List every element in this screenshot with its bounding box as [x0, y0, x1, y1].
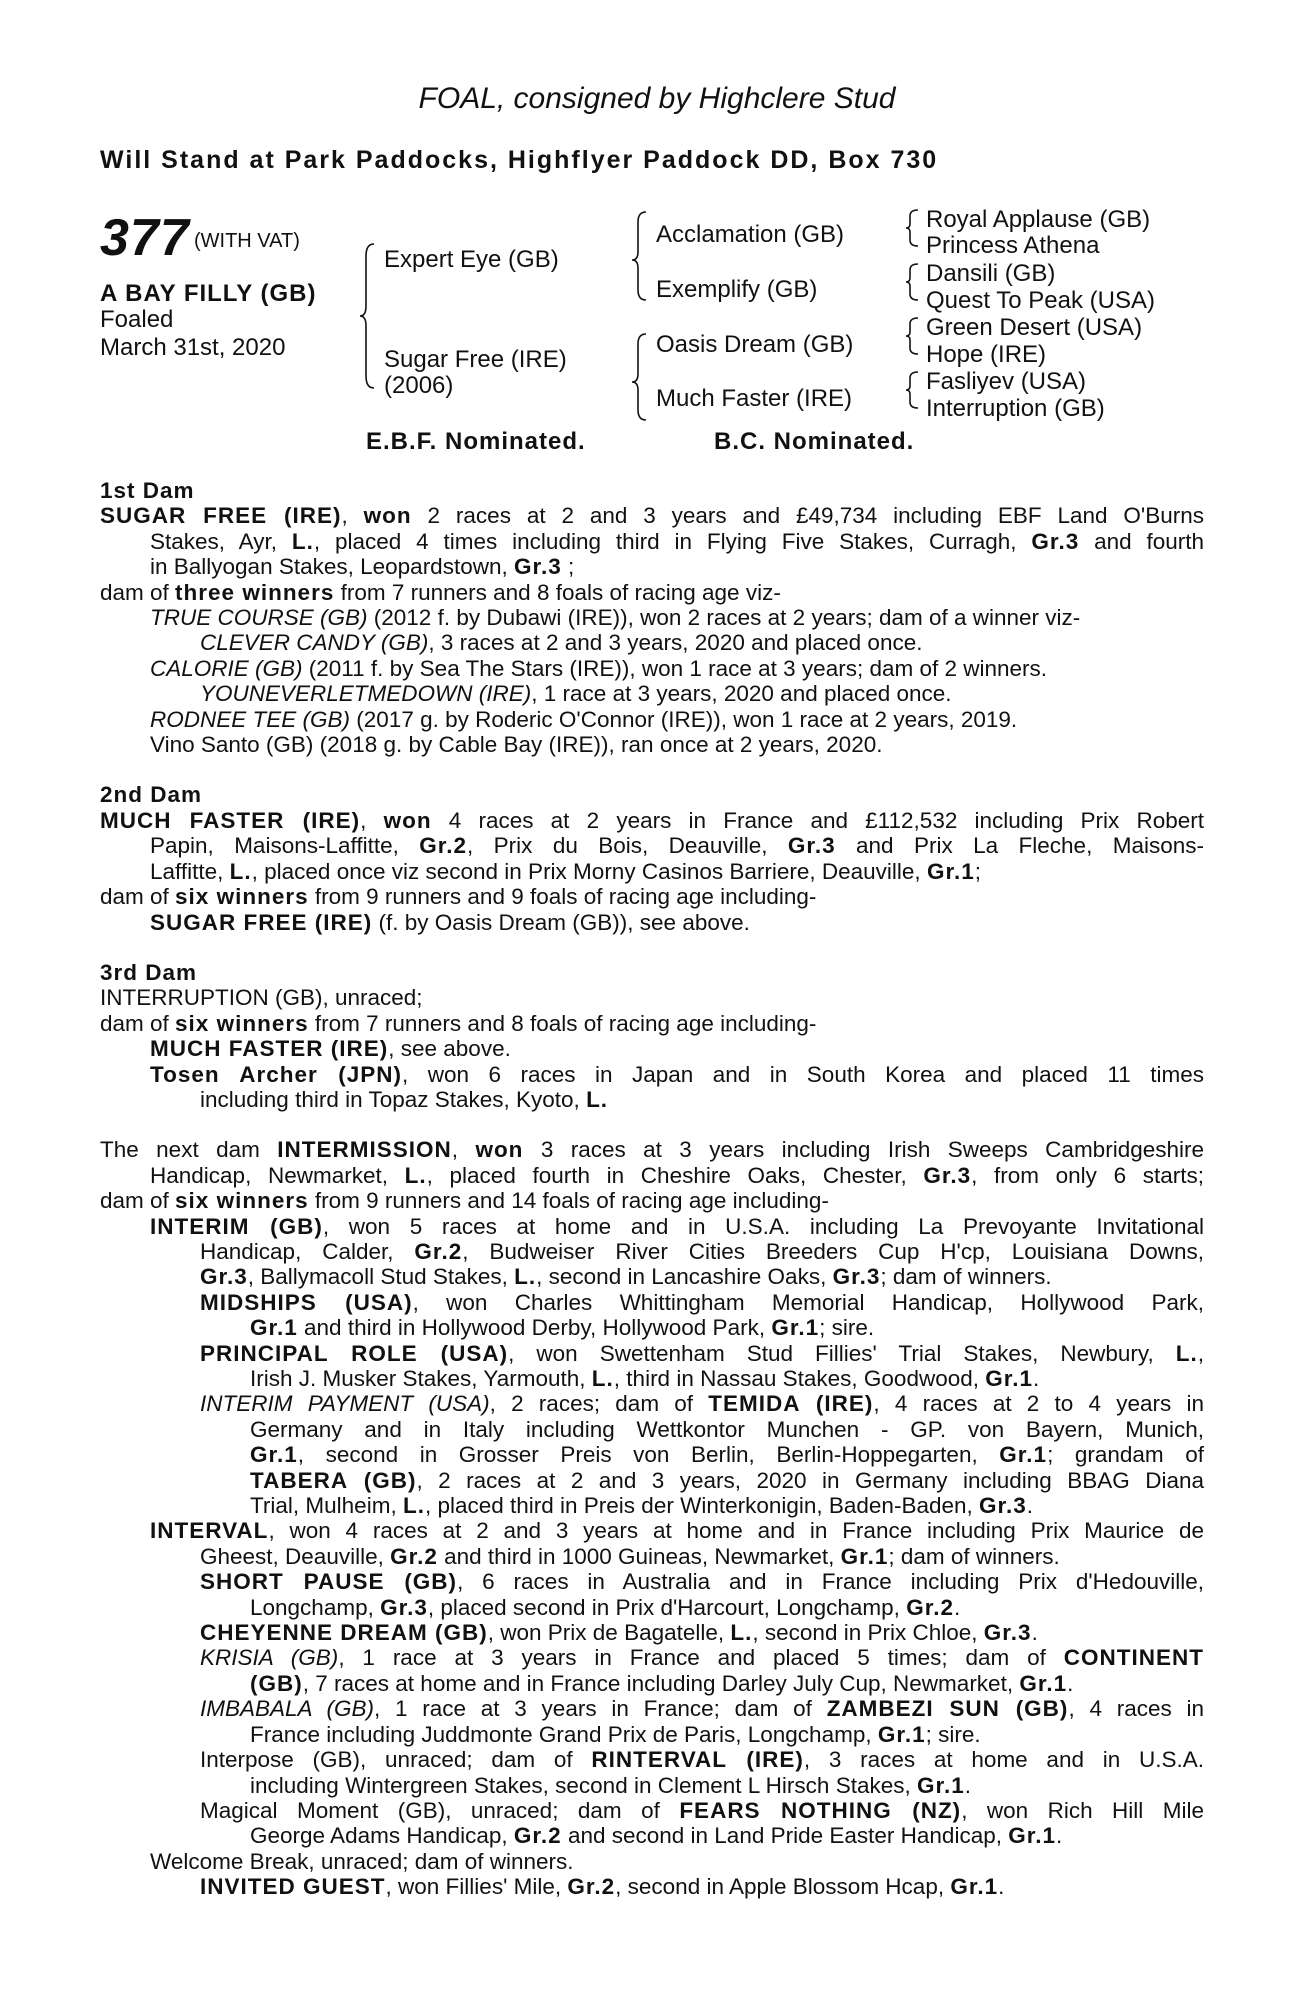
bold-text: INTERMISSION [277, 1137, 452, 1163]
text-run: , 3 races at 2 and 3 years, 2020 and placed once. [428, 630, 923, 656]
text-run: Laffitte, [150, 858, 230, 884]
text-run: , 1 race at 3 years in France and placed 5 times; dam of [338, 1645, 1064, 1671]
pedigree-ssd: Princess Athena [926, 232, 1100, 259]
text-run: Handicap, Calder, [200, 1238, 415, 1264]
next-dam-line [250, 1468, 1204, 1493]
text-run: , placed once viz second in Prix Morny Casinos Barriere, Deauville, [251, 858, 927, 884]
bold-text: Gr.2 [906, 1594, 954, 1620]
pedigree-dsd: Hope (IRE) [926, 341, 1047, 368]
text-run: INTERRUPTION (GB), unraced; [100, 985, 423, 1011]
bold-text: Gr.1 [250, 1442, 298, 1468]
first-dam-line [150, 656, 1204, 681]
second-dam-line [150, 859, 1204, 884]
text-run: , [1197, 1340, 1204, 1366]
text-run: (2017 g. by Roderic O'Connor (IRE)), won 1 race at 2 years, 2019. [350, 706, 1018, 732]
text-run: dam of [100, 884, 176, 910]
bold-text: Gr.1 [1008, 1823, 1057, 1849]
bold-text: Gr.3 [200, 1264, 248, 1290]
text-run: Germany and in Italy including Wettkontor Munchen - GP. von Bayern, Munich, [250, 1416, 1204, 1442]
third-dam-line [200, 1087, 1204, 1112]
foaled-date: March 31st, 2020 [100, 334, 286, 361]
next-dam-line [250, 1493, 1204, 1518]
bold-text: MUCH FASTER (IRE) [150, 1036, 389, 1062]
next-dam-line [250, 1366, 1204, 1391]
next-dam-line [200, 1645, 1204, 1670]
text-run: . [964, 1772, 972, 1798]
text-run: ; dam of winners. [880, 1264, 1052, 1290]
text-run: , [360, 807, 384, 833]
next-dam-line [150, 1163, 1204, 1188]
lot-title: A BAY FILLY (GB) [100, 280, 317, 307]
next-dam-line [200, 1874, 1204, 1899]
vat-note: (WITH VAT) [194, 230, 300, 252]
next-dam-line [100, 1137, 1204, 1162]
bold-text: INTERVAL [150, 1518, 269, 1544]
text-run: Longchamp, [250, 1594, 381, 1620]
bold-text: Gr.1 [950, 1874, 999, 1900]
text-run: , 2 races at 2 and 3 years, 2020 in Germany including BBAG Diana [416, 1467, 1204, 1493]
text-run: , placed second in Prix d'Harcourt, Longchamp, [427, 1594, 907, 1620]
pedigree-dam: Sugar Free (IRE) [384, 346, 567, 373]
first-dam-heading: 1st Dam [100, 478, 195, 503]
text-run: ; [561, 554, 575, 580]
bold-text: PRINCIPAL ROLE (USA) [200, 1340, 509, 1366]
text-run: (f. by Oasis Dream (GB)), see above. [372, 909, 750, 935]
bold-text: INVITED GUEST [200, 1874, 386, 1900]
catalogue-body [100, 478, 1204, 1900]
bold-text: Gr.3 [923, 1162, 972, 1188]
bold-text: Gr.2 [419, 833, 468, 859]
first-dam-line [200, 681, 1204, 706]
text-run: Welcome Break, unraced; dam of winners. [150, 1848, 574, 1874]
text-run: ; dam of winners. [888, 1543, 1060, 1569]
text-run: 3 races at 3 years including Irish Sweeps Cambridgeshire [523, 1137, 1205, 1163]
next-dam-line [200, 1569, 1204, 1594]
next-dam-line [250, 1823, 1204, 1848]
text-run: ; grandam of [1047, 1442, 1204, 1468]
italic-text: INTERIM PAYMENT (USA) [200, 1391, 490, 1417]
bold-text: CHEYENNE DREAM (GB) [200, 1620, 488, 1646]
bc-nomination: B.C. Nominated. [714, 428, 915, 455]
bold-text: Gr.2 [567, 1874, 616, 1900]
third-dam-line [100, 985, 1204, 1010]
bold-text: three winners [175, 579, 335, 605]
italic-text: RODNEE TEE (GB) [150, 706, 351, 732]
text-run: . [953, 1594, 961, 1620]
text-run: from 7 runners and 8 foals of racing age viz- [334, 579, 781, 605]
pedigree-sire-sire: Acclamation (GB) [656, 221, 845, 248]
text-run: dam of [100, 579, 176, 605]
second-dam-line [150, 833, 1204, 858]
bold-text: Gr.3 [380, 1594, 428, 1620]
text-run: including Wintergreen Stakes, second in Clement L Hirsch Stakes, [250, 1772, 917, 1798]
text-run: and Prix La Fleche, Maisons- [835, 833, 1204, 859]
bold-text: Gr.1 [840, 1543, 889, 1569]
bold-text: Gr.3 [1031, 528, 1080, 554]
next-dam-line [250, 1315, 1204, 1340]
bold-text: Gr.3 [979, 1493, 1027, 1519]
text-run: , [451, 1137, 476, 1163]
bold-text: L. [586, 1086, 609, 1112]
consignment-line: FOAL, consigned by Highclere Stud [418, 82, 896, 115]
bold-text: L. [291, 528, 314, 554]
text-run: , second in Prix Chloe, [752, 1620, 984, 1646]
text-run: The next dam [100, 1137, 278, 1163]
bold-text: won [363, 503, 412, 529]
text-run: dam of [100, 1010, 176, 1036]
second-dam-line [100, 884, 1204, 909]
pedigree-sds: Dansili (GB) [926, 260, 1056, 287]
bold-text: Gr.2 [513, 1823, 562, 1849]
pedigree-sire: Expert Eye (GB) [384, 246, 559, 273]
first-dam-line [100, 503, 1204, 528]
next-dam-line [200, 1747, 1204, 1772]
text-run: , from only 6 starts; [971, 1162, 1204, 1188]
third-dam-line [100, 1011, 1204, 1036]
second-dam-line [100, 808, 1204, 833]
text-run: , 1 race at 3 years in France; dam of [373, 1696, 827, 1722]
text-run: , [341, 503, 364, 529]
bold-text: MUCH FASTER (IRE) [100, 807, 361, 833]
text-run: 4 races at 2 years in France and £112,532 including Prix Robert [431, 807, 1204, 833]
stand-location: Will Stand at Park Paddocks, Highflyer Paddock DD, Box 730 [100, 146, 939, 174]
text-run: Magical Moment (GB), unraced; dam of [200, 1797, 680, 1823]
text-run: from 9 runners and 9 foals of racing age including- [308, 884, 817, 910]
text-run: , Budweiser River Cities Breeders Cup H'cp, Louisiana Downs, [462, 1238, 1205, 1264]
next-dam-line [150, 1518, 1204, 1543]
bold-text: L. [404, 1162, 427, 1188]
bold-text: Tosen Archer (JPN) [150, 1061, 403, 1087]
bold-text: Gr.1 [877, 1721, 926, 1747]
text-run: and third in Hollywood Derby, Hollywood Park, [297, 1315, 772, 1341]
text-run: . [1031, 1620, 1038, 1646]
text-run: ; sire. [925, 1721, 981, 1747]
bold-text: Gr.3 [787, 833, 836, 859]
next-dam-line [200, 1264, 1204, 1289]
text-run: and second in Land Pride Easter Handicap, [561, 1823, 1009, 1849]
text-run: , won Charles Whittingham Memorial Handicap, Hollywood Park, [412, 1289, 1204, 1315]
first-dam-line [100, 580, 1204, 605]
text-run: , 2 races; dam of [489, 1391, 709, 1417]
text-run: in Ballyogan Stakes, Leopardstown, [150, 554, 514, 580]
pedigree-sss: Royal Applause (GB) [926, 206, 1151, 233]
text-run: , won Fillies' Mile, [385, 1874, 568, 1900]
bold-text: Gr.1 [250, 1315, 298, 1341]
bold-text: Gr.1 [1019, 1670, 1068, 1696]
bold-text: Gr.2 [390, 1543, 438, 1569]
pedigree-dam-sire: Oasis Dream (GB) [656, 331, 854, 358]
next-dam-line [200, 1620, 1204, 1645]
text-run: , 3 races at home and in U.S.A. [803, 1747, 1204, 1773]
pedigree-ddd: Interruption (GB) [926, 395, 1105, 422]
next-dam-line [200, 1696, 1204, 1721]
next-dam-line [250, 1417, 1204, 1442]
text-run: , 1 race at 3 years, 2020 and placed once. [531, 681, 952, 707]
pedigree-dss: Green Desert (USA) [926, 314, 1143, 341]
first-dam-line [150, 605, 1204, 630]
text-run: . [1056, 1823, 1063, 1849]
text-run: , won Rich Hill Mile [961, 1797, 1204, 1823]
bold-text: Gr.1 [985, 1366, 1034, 1391]
third-dam-heading: 3rd Dam [100, 959, 198, 985]
text-run: Trial, Mulheim, [250, 1493, 403, 1519]
text-run: Papin, Maisons-Laffitte, [150, 833, 420, 859]
text-run: Interpose (GB), unraced; dam of [200, 1747, 592, 1773]
text-run: George Adams Handicap, [250, 1823, 514, 1849]
next-dam-line [200, 1391, 1204, 1416]
bold-text: SHORT PAUSE (GB) [200, 1569, 458, 1595]
bold-text: Gr.2 [414, 1238, 463, 1264]
text-run: , 4 races in [1068, 1696, 1204, 1722]
bold-text: six winners [175, 1010, 309, 1036]
text-run: , 7 races at home and in France including Darley July Cup, Newmarket, [302, 1670, 1020, 1696]
text-run: Irish J. Musker Stakes, Yarmouth, [250, 1366, 592, 1391]
text-run: . [998, 1874, 1005, 1900]
ebf-nomination: E.B.F. Nominated. [366, 428, 586, 455]
bold-text: SUGAR FREE (IRE) [100, 503, 342, 529]
next-dam-line [100, 1188, 1204, 1213]
next-dam-line [250, 1722, 1204, 1747]
text-run: , placed fourth in Cheshire Oaks, Chester, [426, 1162, 924, 1188]
text-run: Vino Santo (GB) (2018 g. by Cable Bay (IRE)), ran once at 2 years, 2020. [150, 732, 883, 758]
text-run: , won Swettenham Stud Fillies' Trial Stakes, Newbury, [508, 1340, 1176, 1366]
first-dam-line [150, 529, 1204, 554]
second-dam-line [150, 910, 1204, 935]
lot-number: 377 [100, 209, 190, 267]
text-run: , 4 races at 2 to 4 years in [873, 1391, 1204, 1417]
text-run: , won 6 races in Japan and in South Korea and placed 11 times [402, 1061, 1204, 1087]
second-dam-heading: 2nd Dam [100, 782, 203, 808]
pedigree-sire-dam: Exemplify (GB) [656, 276, 818, 303]
text-run: , Ballymacoll Stud Stakes, [247, 1264, 515, 1290]
text-run: from 9 runners and 14 foals of racing age including- [308, 1188, 829, 1214]
text-run: including third in Topaz Stakes, Kyoto, [200, 1086, 587, 1112]
bold-text: Gr.3 [832, 1264, 881, 1290]
bold-text: won [383, 807, 432, 833]
text-run: , second in Grosser Preis von Berlin, Berlin-Hoppegarten, [297, 1442, 1000, 1468]
bold-text: L. [229, 858, 252, 884]
next-dam-line [150, 1849, 1204, 1874]
bold-text: L. [730, 1620, 753, 1646]
italic-text: CALORIE (GB) [150, 655, 303, 681]
text-run: ; [974, 858, 981, 884]
next-dam-line [150, 1214, 1204, 1239]
bold-text: Gr.3 [513, 554, 562, 580]
first-dam-line [150, 732, 1204, 757]
italic-text: IMBABALA (GB) [200, 1696, 374, 1722]
foaled-label: Foaled [100, 306, 174, 333]
pedigree-dds: Fasliyev (USA) [926, 368, 1087, 395]
bold-text: L. [402, 1493, 425, 1519]
first-dam-line [150, 707, 1204, 732]
bold-text: TABERA (GB) [250, 1467, 417, 1493]
text-run: . [1026, 1493, 1034, 1519]
next-dam-line [200, 1544, 1204, 1569]
pedigree-sdd: Quest To Peak (USA) [926, 287, 1155, 314]
bold-text: SUGAR FREE (IRE) [150, 909, 373, 935]
bold-text: L. [1175, 1340, 1198, 1366]
pedigree-dam-year: (2006) [384, 372, 454, 399]
next-dam-line [200, 1341, 1204, 1366]
text-run: Handicap, Newmarket, [150, 1162, 405, 1188]
italic-text: YOUNEVERLETMEDOWN (IRE) [200, 681, 532, 707]
text-run: , placed third in Preis der Winterkonigin, Baden-Baden, [424, 1493, 980, 1519]
bold-text: RINTERVAL (IRE) [591, 1747, 804, 1773]
text-run: France including Juddmonte Grand Prix de Paris, Longchamp, [250, 1721, 878, 1747]
text-run: from 7 runners and 8 foals of racing age including- [308, 1010, 817, 1036]
italic-text: CLEVER CANDY (GB) [200, 630, 429, 656]
text-run: (2011 f. by Sea The Stars (IRE)), won 1 race at 3 years; dam of 2 winners. [302, 655, 1048, 681]
text-run: , third in Nassau Stakes, Goodwood, [613, 1366, 986, 1391]
text-run: , placed 4 times including third in Flying Five Stakes, Curragh, [313, 528, 1032, 554]
italic-text: TRUE COURSE (GB) [150, 605, 368, 631]
bold-text: ZAMBEZI SUN (GB) [826, 1696, 1069, 1722]
third-dam-line [150, 1062, 1204, 1087]
next-dam-line [250, 1671, 1204, 1696]
third-dam-line [150, 1036, 1204, 1061]
text-run: , second in Apple Blossom Hcap, [615, 1874, 951, 1900]
text-run: (2012 f. by Dubawi (IRE)), won 2 races at 2 years; dam of a winner viz- [367, 605, 1081, 631]
bold-text: won [475, 1137, 524, 1163]
bold-text: Gr.1 [771, 1315, 820, 1341]
bold-text: Gr.3 [983, 1620, 1032, 1646]
bold-text: L. [591, 1366, 614, 1391]
bold-text: MIDSHIPS (USA) [200, 1289, 413, 1315]
first-dam-line [200, 630, 1204, 655]
bold-text: FEARS NOTHING (NZ) [679, 1797, 962, 1823]
text-run: Gheest, Deauville, [200, 1543, 391, 1569]
text-run: , won 5 races at home and in U.S.A. including La Prevoyante Invitational [322, 1213, 1204, 1239]
bold-text: (GB) [250, 1670, 303, 1696]
text-run: 2 races at 2 and 3 years and £49,734 including EBF Land O'Burns [411, 503, 1204, 529]
text-run: , 6 races in Australia and in France including Prix d'Hedouville, [457, 1569, 1205, 1595]
text-run: , Prix du Bois, Deauville, [467, 833, 788, 859]
text-run: , won 4 races at 2 and 3 years at home and in France including Prix Maurice de [268, 1518, 1204, 1544]
next-dam-line [200, 1290, 1204, 1315]
text-run: dam of [100, 1188, 176, 1214]
next-dam-line [250, 1595, 1204, 1620]
bold-text: TEMIDA (IRE) [708, 1391, 874, 1417]
text-run: , see above. [388, 1036, 511, 1062]
next-dam-line [250, 1773, 1204, 1798]
next-dam-line [250, 1442, 1204, 1467]
text-run: ; sire. [819, 1315, 875, 1341]
text-run: Stakes, Ayr, [150, 528, 292, 554]
bold-text: CONTINENT [1063, 1645, 1204, 1671]
next-dam-line [200, 1239, 1204, 1264]
text-run: and fourth [1079, 528, 1205, 554]
text-run: , won Prix de Bagatelle, [487, 1620, 731, 1646]
italic-text: KRISIA (GB) [200, 1645, 339, 1671]
bold-text: INTERIM (GB) [150, 1213, 323, 1239]
bold-text: Gr.1 [916, 1772, 965, 1798]
text-run: . [1033, 1366, 1040, 1391]
bold-text: L. [514, 1264, 537, 1290]
bold-text: Gr.1 [999, 1442, 1048, 1468]
pedigree-dam-dam: Much Faster (IRE) [656, 385, 853, 412]
bold-text: six winners [175, 1188, 309, 1214]
bold-text: six winners [175, 884, 309, 910]
text-run: and third in 1000 Guineas, Newmarket, [437, 1543, 841, 1569]
first-dam-line [150, 554, 1204, 579]
bold-text: Gr.1 [926, 858, 975, 884]
next-dam-line [200, 1798, 1204, 1823]
text-run: . [1067, 1670, 1074, 1696]
text-run: , second in Lancashire Oaks, [536, 1264, 833, 1290]
